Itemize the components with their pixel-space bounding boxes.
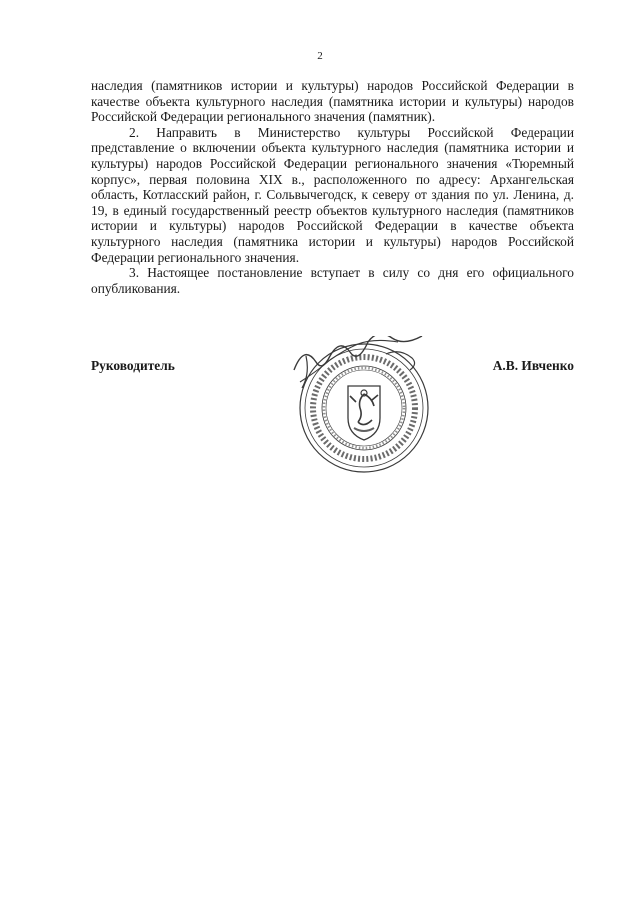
paragraph-item-2: 2. Направить в Министерство культуры Российской Федерации представление о включении объекта культурного наследия (памятника истории и культуры) народов Российской Федерации регионального значения «Тюремный корпус», первая половина XIX в., расположенного по адресу: Архангельская область, Котласский район, г. Сольвычегодск, к северу от здания по ул. Ленина, д. 19, в единый государственный реестр объектов культурного наследия (памятников истории и культуры) народов Российской Федерации в качестве объекта культурного наследия (памятника истории и культуры) народов Российской Федерации регионального значения. (91, 124, 574, 265)
paragraph-continuation: наследия (памятников истории и культуры) народов Российской Федерации в качестве объекта культурного наследия (памятника истории и культуры) народов Российской Федерации регионального значения (памятник). (91, 78, 574, 125)
signatory-title: Руководитель (91, 358, 175, 373)
document-body (91, 78, 574, 296)
paragraph-item-3: 3. Настоящее постановление вступает в силу со дня его официального опубликования. (91, 265, 574, 296)
signature-block (91, 340, 574, 480)
signatory-name: А.В. Ивченко (492, 358, 574, 373)
page-number: 2 (317, 50, 323, 62)
official-seal-with-signature (286, 336, 436, 476)
